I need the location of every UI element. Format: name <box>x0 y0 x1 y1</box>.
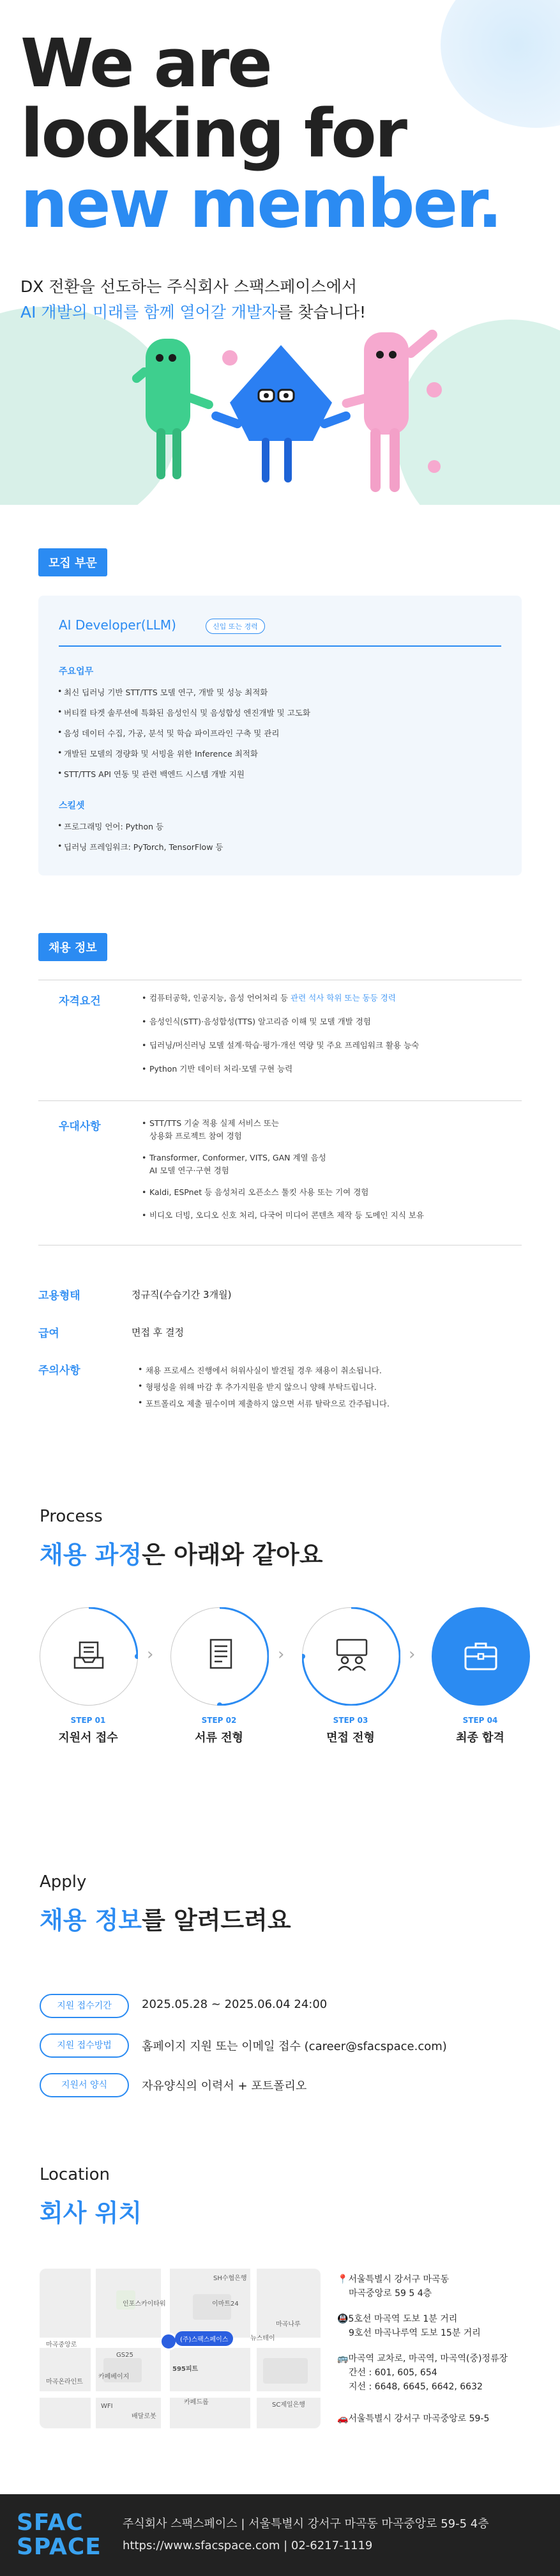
map-road <box>91 2269 96 2428</box>
map-poi-label: SC제일은행 <box>272 2402 305 2409</box>
mascot-illustration <box>128 320 460 505</box>
divider <box>38 1100 522 1101</box>
map-poi-label: 이마트24 <box>212 2301 239 2308</box>
note-item: • 형평성을 위해 마감 후 추가지원을 받지 않으니 양해 부탁드립니다. <box>146 1381 377 1392</box>
process-title-rest: 은 아래와 같아요 <box>142 1541 323 1569</box>
step-circle <box>302 1607 400 1706</box>
recruit-heading: 모집 부문 <box>38 548 107 576</box>
hero-title-line2: looking for <box>20 95 406 173</box>
duty-item: • 버티컬 타겟 솔루션에 특화된 음성인식 및 음성합성 엔진개발 및 고도화 <box>64 707 310 718</box>
duty-item: • 개발된 모델의 경량화 및 서빙을 위한 Inference 최적화 <box>64 748 258 759</box>
map-poi-label: 뉴스테이 <box>250 2335 275 2342</box>
bus-line: 마곡역 교차로, 마곡역, 마곡역(중)정류장 <box>348 2354 508 2364</box>
location-title: 회사 위치 <box>40 2199 142 2227</box>
employment-value: 정규직(수습기간 3개월) <box>132 1289 232 1300</box>
car-icon: 🚗 <box>337 2414 349 2424</box>
footer-logo <box>17 2511 102 2559</box>
footer-contact-info[interactable]: https://www.sfacspace.com | 02-6217-1119 <box>123 2539 373 2552</box>
duty-item: • 최신 딥러닝 기반 STT/TTS 모델 연구, 개발 및 성능 최적화 <box>64 686 268 698</box>
map-marker-label: (주)스팩스페이스 <box>175 2331 233 2346</box>
location-pin-icon <box>160 2333 178 2350</box>
subway-line: 5호선 마곡역 도보 1분 거리 <box>348 2314 458 2324</box>
preference-item: • 비디오 더빙, 오디오 신호 처리, 다국어 미디어 콘텐츠 제작 등 도메인 지식 보유 <box>149 1209 424 1222</box>
apply-en-title: Apply <box>40 1872 87 1892</box>
qualification-label: 자격요건 <box>59 995 101 1008</box>
map-poi-label: SH수협은행 <box>213 2275 247 2282</box>
duty-item: • STT/TTS API 연동 및 관련 백엔드 시스템 개발 지원 <box>64 768 245 780</box>
location-map[interactable] <box>40 2269 321 2428</box>
qualification-text: 컴퓨터공학, 인공지능, 음성 언어처리 등 <box>149 993 291 1003</box>
map-poi-label: 배달로봇 <box>132 2413 156 2420</box>
map-poi-label: GS25 <box>116 2352 133 2359</box>
bus-info <box>337 2352 508 2394</box>
salary-label: 급여 <box>38 1327 59 1340</box>
map-poi-label: 인포스카이타워 <box>123 2301 166 2308</box>
apply-title <box>40 1901 291 1936</box>
employment-label: 고용형태 <box>38 1290 80 1302</box>
apply-period-label: 지원 접수기간 <box>40 1994 129 2018</box>
skill-item: • 딥러닝 프레임워크: PyTorch, TensorFlow 등 <box>64 841 223 852</box>
decor-blob <box>441 0 560 128</box>
address <box>337 2272 449 2301</box>
notes-label: 주의사항 <box>38 1364 80 1377</box>
map-poi-label: 카페베이지 <box>98 2373 130 2380</box>
step-circle <box>40 1607 138 1706</box>
process-title <box>40 1535 322 1570</box>
map-block <box>263 2358 308 2384</box>
address-line: 서울특별시 강서구 마곡동 <box>348 2274 450 2285</box>
preference-label: 우대사항 <box>59 1120 101 1133</box>
role-tag: 신입 또는 경력 <box>206 619 265 634</box>
apply-title-rest: 를 알려드려요 <box>142 1906 291 1934</box>
map-poi-label: WFI <box>101 2403 113 2410</box>
process-en-title: Process <box>40 1507 103 1526</box>
role-card <box>38 596 522 875</box>
note-item: • 포트폴리오 제출 필수이며 제출하지 않으면 서류 탈락으로 간주됩니다. <box>146 1398 390 1409</box>
location-en-title: Location <box>40 2165 110 2184</box>
step-circle <box>170 1607 269 1706</box>
chevron-right-icon: › <box>147 1645 154 1664</box>
divider <box>59 645 501 647</box>
map-poi-label: 마곡온라인트 <box>46 2379 83 2386</box>
footer-company-info: 주식회사 스팩스페이스 | 서울특별시 강서구 마곡동 마곡중앙로 59-5 4층 <box>123 2517 489 2531</box>
apply-title-highlight: 채용 정보 <box>40 1906 142 1934</box>
step-label: STEP 02 <box>201 1716 237 1725</box>
skills-title: 스킬셋 <box>59 801 85 811</box>
skill-item: • 프로그래밍 언어: Python 등 <box>64 821 163 832</box>
preference-item <box>149 1117 279 1143</box>
hero-title-line1: We are <box>20 24 271 102</box>
process-title-highlight: 채용 과정 <box>40 1541 142 1569</box>
step-name: 면접 전형 <box>326 1731 375 1745</box>
hero-subtitle: DX 전환을 선도하는 주식회사 스팩스페이스에서 <box>20 277 358 296</box>
role-title: AI Developer(LLM) <box>59 617 176 633</box>
qualification-highlight: 관련 석사 학위 또는 동등 경력 <box>291 993 396 1003</box>
subway-line: 9호선 마곡나루역 도보 15분 거리 <box>349 2328 481 2338</box>
document-icon <box>204 1637 238 1673</box>
preference-text: 상용화 프로젝트 참여 경험 <box>149 1131 242 1141</box>
map-poi-label: 마곡나루 <box>276 2321 301 2328</box>
briefcase-icon <box>462 1639 500 1673</box>
bus-line: 간선 : 601, 605, 654 <box>349 2368 437 2378</box>
hero-subtitle-rest: 를 찾습니다! <box>277 303 367 321</box>
preference-item: • Kaldi, ESPnet 등 음성처리 오픈소스 툴킷 사용 또는 기여 경험 <box>149 1186 368 1199</box>
step-name: 최종 합격 <box>456 1731 504 1745</box>
footer <box>0 2494 560 2576</box>
preference-text: AI 모델 연구·구현 경험 <box>149 1166 229 1175</box>
chevron-right-icon: › <box>409 1645 416 1664</box>
info-heading: 채용 정보 <box>38 933 107 961</box>
step-label: STEP 03 <box>333 1716 368 1725</box>
subway-info <box>337 2312 481 2340</box>
map-poi-label: 카페드롭 <box>184 2399 209 2406</box>
subway-icon: 🚇 <box>337 2314 349 2324</box>
qualification-item: • 딥러닝/머신러닝 모델 설계·학습·평가·개선 역량 및 주요 프레임워크 활용 능숙 <box>149 1039 419 1052</box>
pin-icon: 📍 <box>337 2274 349 2285</box>
preference-item <box>149 1152 326 1177</box>
map-road <box>40 2391 321 2398</box>
map-road <box>250 2269 257 2428</box>
qualification-item: • Python 기반 데이터 처리·모델 구현 능력 <box>149 1063 292 1076</box>
map-poi-label: 595피트 <box>172 2366 199 2373</box>
step-label: STEP 04 <box>462 1716 498 1725</box>
address-line: 마곡중앙로 59 5 4층 <box>349 2288 432 2299</box>
bus-icon: 🚌 <box>337 2354 349 2364</box>
car-info <box>337 2412 489 2426</box>
preference-text: STT/TTS 기술 적용 실제 서비스 또는 <box>149 1118 279 1128</box>
step-name: 서류 전형 <box>195 1731 243 1745</box>
divider <box>38 1245 522 1246</box>
chevron-right-icon: › <box>278 1645 285 1664</box>
apply-form-label: 지원서 양식 <box>40 2073 129 2097</box>
step-circle-active <box>432 1607 530 1706</box>
pink-mascot-icon <box>341 328 439 492</box>
qualification-item <box>149 992 396 1005</box>
note-item: • 채용 프로세스 진행에서 허위사실이 발견될 경우 채용이 취소됩니다. <box>146 1364 382 1376</box>
inbox-icon <box>72 1639 105 1672</box>
apply-period-value: 2025.05.28 ~ 2025.06.04 24:00 <box>142 1998 328 2011</box>
car-line: 서울특별시 강서구 마곡중앙로 59-5 <box>348 2414 490 2424</box>
apply-method-value: 홈페이지 지원 또는 이메일 접수 (career@sfacspace.com) <box>142 2040 447 2053</box>
logo-text: SPACE <box>17 2534 102 2560</box>
hero-subtitle-highlight: AI 개발의 미래를 함께 열어갈 개발자 <box>20 303 278 321</box>
duties-title: 주요업무 <box>59 667 94 677</box>
hero-title-line3: new member. <box>20 165 501 243</box>
apply-form-value: 자유양식의 이력서 + 포트폴리오 <box>142 2079 307 2093</box>
preference-text: Transformer, Conformer, VITS, GAN 계열 음성 <box>149 1153 326 1162</box>
map-poi-label: 마곡중앙로 <box>46 2341 77 2348</box>
logo-text: SFAC <box>17 2510 84 2536</box>
step-name: 지원서 접수 <box>58 1731 118 1745</box>
apply-method-label: 지원 접수방법 <box>40 2033 129 2058</box>
duty-item: • 음성 데이터 수집, 가공, 분석 및 학습 파이프라인 구축 및 관리 <box>64 727 279 739</box>
blue-mascot-icon <box>210 345 352 482</box>
salary-value: 면접 후 결정 <box>132 1327 184 1338</box>
qualification-item: • 음성인식(STT)·음성합성(TTS) 알고리즘 이해 및 모델 개발 경험 <box>149 1015 371 1028</box>
bus-line: 지선 : 6648, 6645, 6642, 6632 <box>349 2382 483 2392</box>
green-mascot-icon <box>130 339 215 479</box>
interview-icon <box>333 1637 370 1673</box>
hero-section <box>0 0 560 505</box>
step-label: STEP 01 <box>70 1716 106 1725</box>
